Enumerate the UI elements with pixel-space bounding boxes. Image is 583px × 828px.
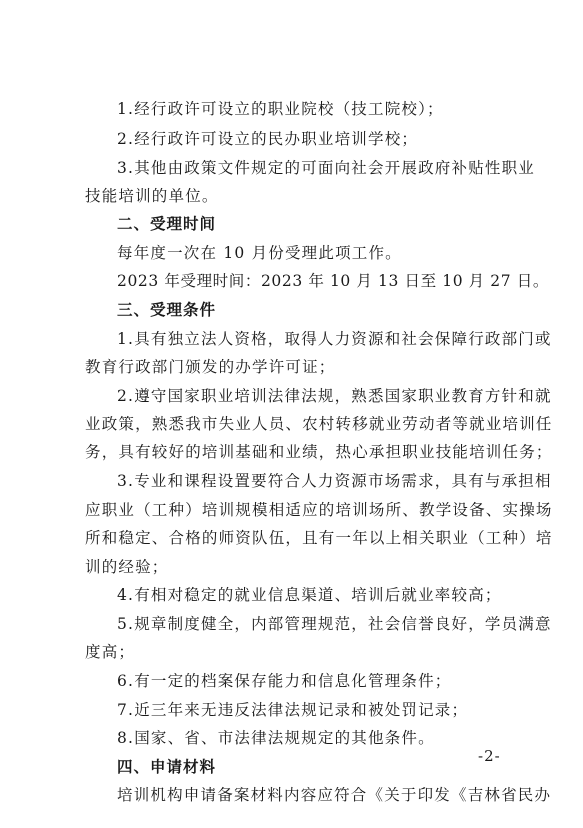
text-line: 6.有一定的档案保存能力和信息化管理条件； bbox=[117, 672, 452, 690]
text-line: 2.遵守国家职业培训法律法规，熟悉国家职业教育方针和就 bbox=[117, 387, 552, 405]
text-line: 务，具有较好的培训基础和业绩，热心承担职业技能培训任务； bbox=[85, 443, 553, 461]
section-heading: 四、申请材料 bbox=[117, 758, 217, 776]
page-number: -2- bbox=[478, 747, 501, 765]
text-line: 3.专业和课程设置要符合人力资源市场需求，具有与承担相 bbox=[117, 472, 552, 490]
text-line: 2.经行政许可设立的民办职业培训学校； bbox=[117, 130, 419, 148]
section-heading: 二、受理时间 bbox=[117, 215, 217, 233]
text-line: 1.经行政许可设立的职业院校（技工院校）； bbox=[117, 100, 444, 118]
text-line: 7.近三年来无违反法律法规记录和被处罚记录； bbox=[117, 701, 469, 719]
text-line: 5.规章制度健全，内部管理规范，社会信誉良好，学员满意 bbox=[117, 615, 552, 633]
text-line: 应职业（工种）培训规模相适应的培训场所、教学设备、实操场 bbox=[85, 501, 553, 519]
text-line: 技能培训的单位。 bbox=[85, 187, 219, 205]
text-line: 培训机构申请备案材料内容应符合《关于印发《吉林省民办 bbox=[117, 786, 552, 804]
text-line: 所和稳定、合格的师资队伍，且有一年以上相关职业（工种）培 bbox=[85, 529, 553, 547]
text-line: 每年度一次在 10 月份受理此项工作。 bbox=[117, 244, 402, 262]
text-line: 业政策，熟悉我市失业人员、农村转移就业劳动者等就业培训任 bbox=[85, 415, 553, 433]
text-line: 8.国家、省、市法律法规规定的其他条件。 bbox=[117, 729, 435, 747]
text-line: 教育行政部门颁发的办学许可证； bbox=[85, 358, 336, 376]
text-line: 度高； bbox=[85, 643, 136, 661]
section-heading: 三、受理条件 bbox=[117, 301, 217, 319]
text-line: 4.有相对稳定的就业信息渠道、培训后就业率较高； bbox=[117, 586, 502, 604]
text-line: 2023 年受理时间：2023 年 10 月 13 日至 10 月 27 日。 bbox=[117, 272, 549, 290]
text-line: 训的经验； bbox=[85, 558, 169, 576]
text-line: 1.具有独立法人资格，取得人力资源和社会保障行政部门或 bbox=[117, 330, 552, 348]
text-line: 3.其他由政策文件规定的可面向社会开展政府补贴性职业 bbox=[117, 159, 535, 177]
